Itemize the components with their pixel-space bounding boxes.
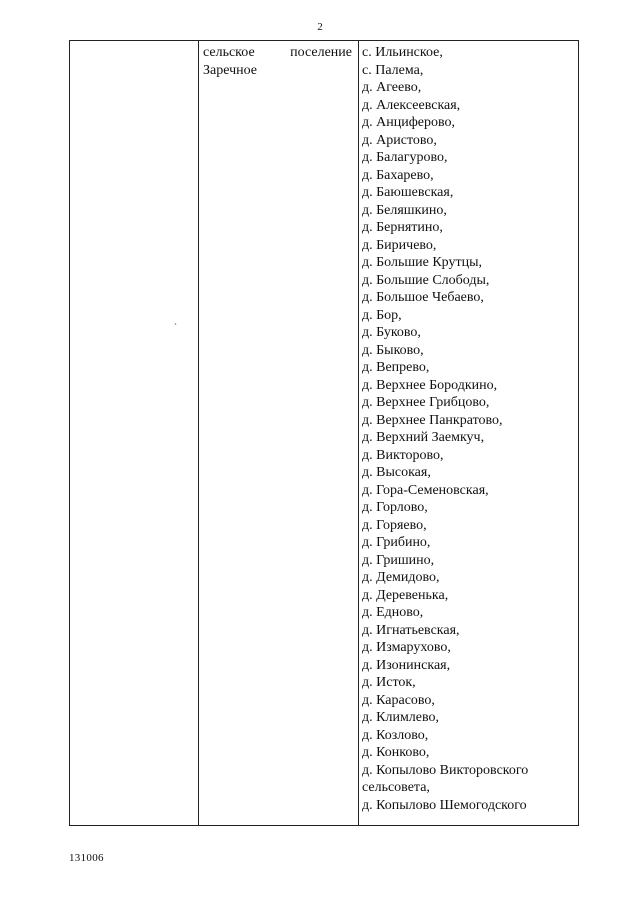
localities-cell	[359, 41, 579, 826]
locality-item: д. Бернятино,	[362, 220, 443, 235]
settlement-cell	[199, 41, 359, 826]
locality-item: с. Палема,	[362, 62, 424, 78]
locality-item: д. Исток,	[362, 675, 416, 690]
locality-item: д. Демидово,	[362, 570, 440, 585]
page-number: 2	[317, 21, 323, 33]
locality-item: д. Быково,	[362, 342, 424, 358]
locality-item: д. Измарухово,	[362, 640, 451, 655]
settlements-table	[69, 40, 579, 826]
locality-item: д. Козлово,	[362, 727, 429, 743]
locality-item: д. Изонинская,	[362, 657, 451, 673]
locality-item: д. Балагурово,	[362, 150, 448, 165]
locality-item: д. Верхнее Грибцово,	[362, 395, 490, 410]
locality-item: д. Вепрево,	[362, 360, 430, 375]
locality-item: д. Аристово,	[362, 132, 437, 148]
locality-item: д. Грибино,	[362, 535, 431, 550]
locality-item: д. Копылово Шемогодского	[362, 797, 527, 813]
locality-item: д. Большие Слободы,	[362, 272, 490, 288]
locality-item: д. Большие Крутцы,	[362, 255, 483, 270]
document-code: 131006	[69, 852, 104, 864]
localities-list	[359, 41, 578, 814]
locality-item: д. Горлово,	[362, 500, 428, 515]
locality-item: д. Агеево,	[362, 80, 422, 95]
locality-item: д. Буково,	[362, 325, 421, 340]
empty-cell	[70, 41, 199, 826]
stray-mark: `	[174, 322, 177, 332]
locality-item: д. Гришино,	[362, 552, 435, 568]
locality-item: д. Бахарево,	[362, 167, 434, 183]
locality-item: д. Деревенька,	[362, 587, 449, 603]
settlement-name: сельское поселение Заречное	[203, 45, 352, 78]
locality-item: д. Верхнее Бородкино,	[362, 377, 498, 393]
locality-item: д. Верхнее Панкратово,	[362, 412, 503, 428]
table-row	[70, 41, 579, 826]
locality-item: д. Анциферово,	[362, 115, 456, 130]
locality-item: д. Высокая,	[362, 465, 431, 480]
locality-item: д. Викторово,	[362, 447, 444, 463]
locality-item: д. Алексеевская,	[362, 97, 461, 113]
locality-item: д. Копылово Викторовского сельсовета,	[362, 762, 529, 795]
locality-item: д. Карасово,	[362, 692, 435, 708]
locality-item: д. Баюшевская,	[362, 185, 454, 200]
locality-item: д. Игнатьевская,	[362, 622, 460, 638]
locality-item: д. Горяево,	[362, 517, 427, 533]
locality-item: д. Конково,	[362, 745, 430, 760]
locality-item: д. Климлево,	[362, 710, 440, 725]
locality-item: д. Биричево,	[362, 237, 437, 253]
locality-item: с. Ильинское,	[362, 45, 443, 60]
locality-item: д. Большое Чебаево,	[362, 290, 484, 305]
locality-item: д. Гора-Семеновская,	[362, 482, 489, 498]
locality-item: д. Едново,	[362, 605, 424, 620]
locality-item: д. Бор,	[362, 307, 402, 323]
locality-item: д. Беляшкино,	[362, 202, 447, 218]
locality-item: д. Верхний Заемкуч,	[362, 430, 485, 445]
